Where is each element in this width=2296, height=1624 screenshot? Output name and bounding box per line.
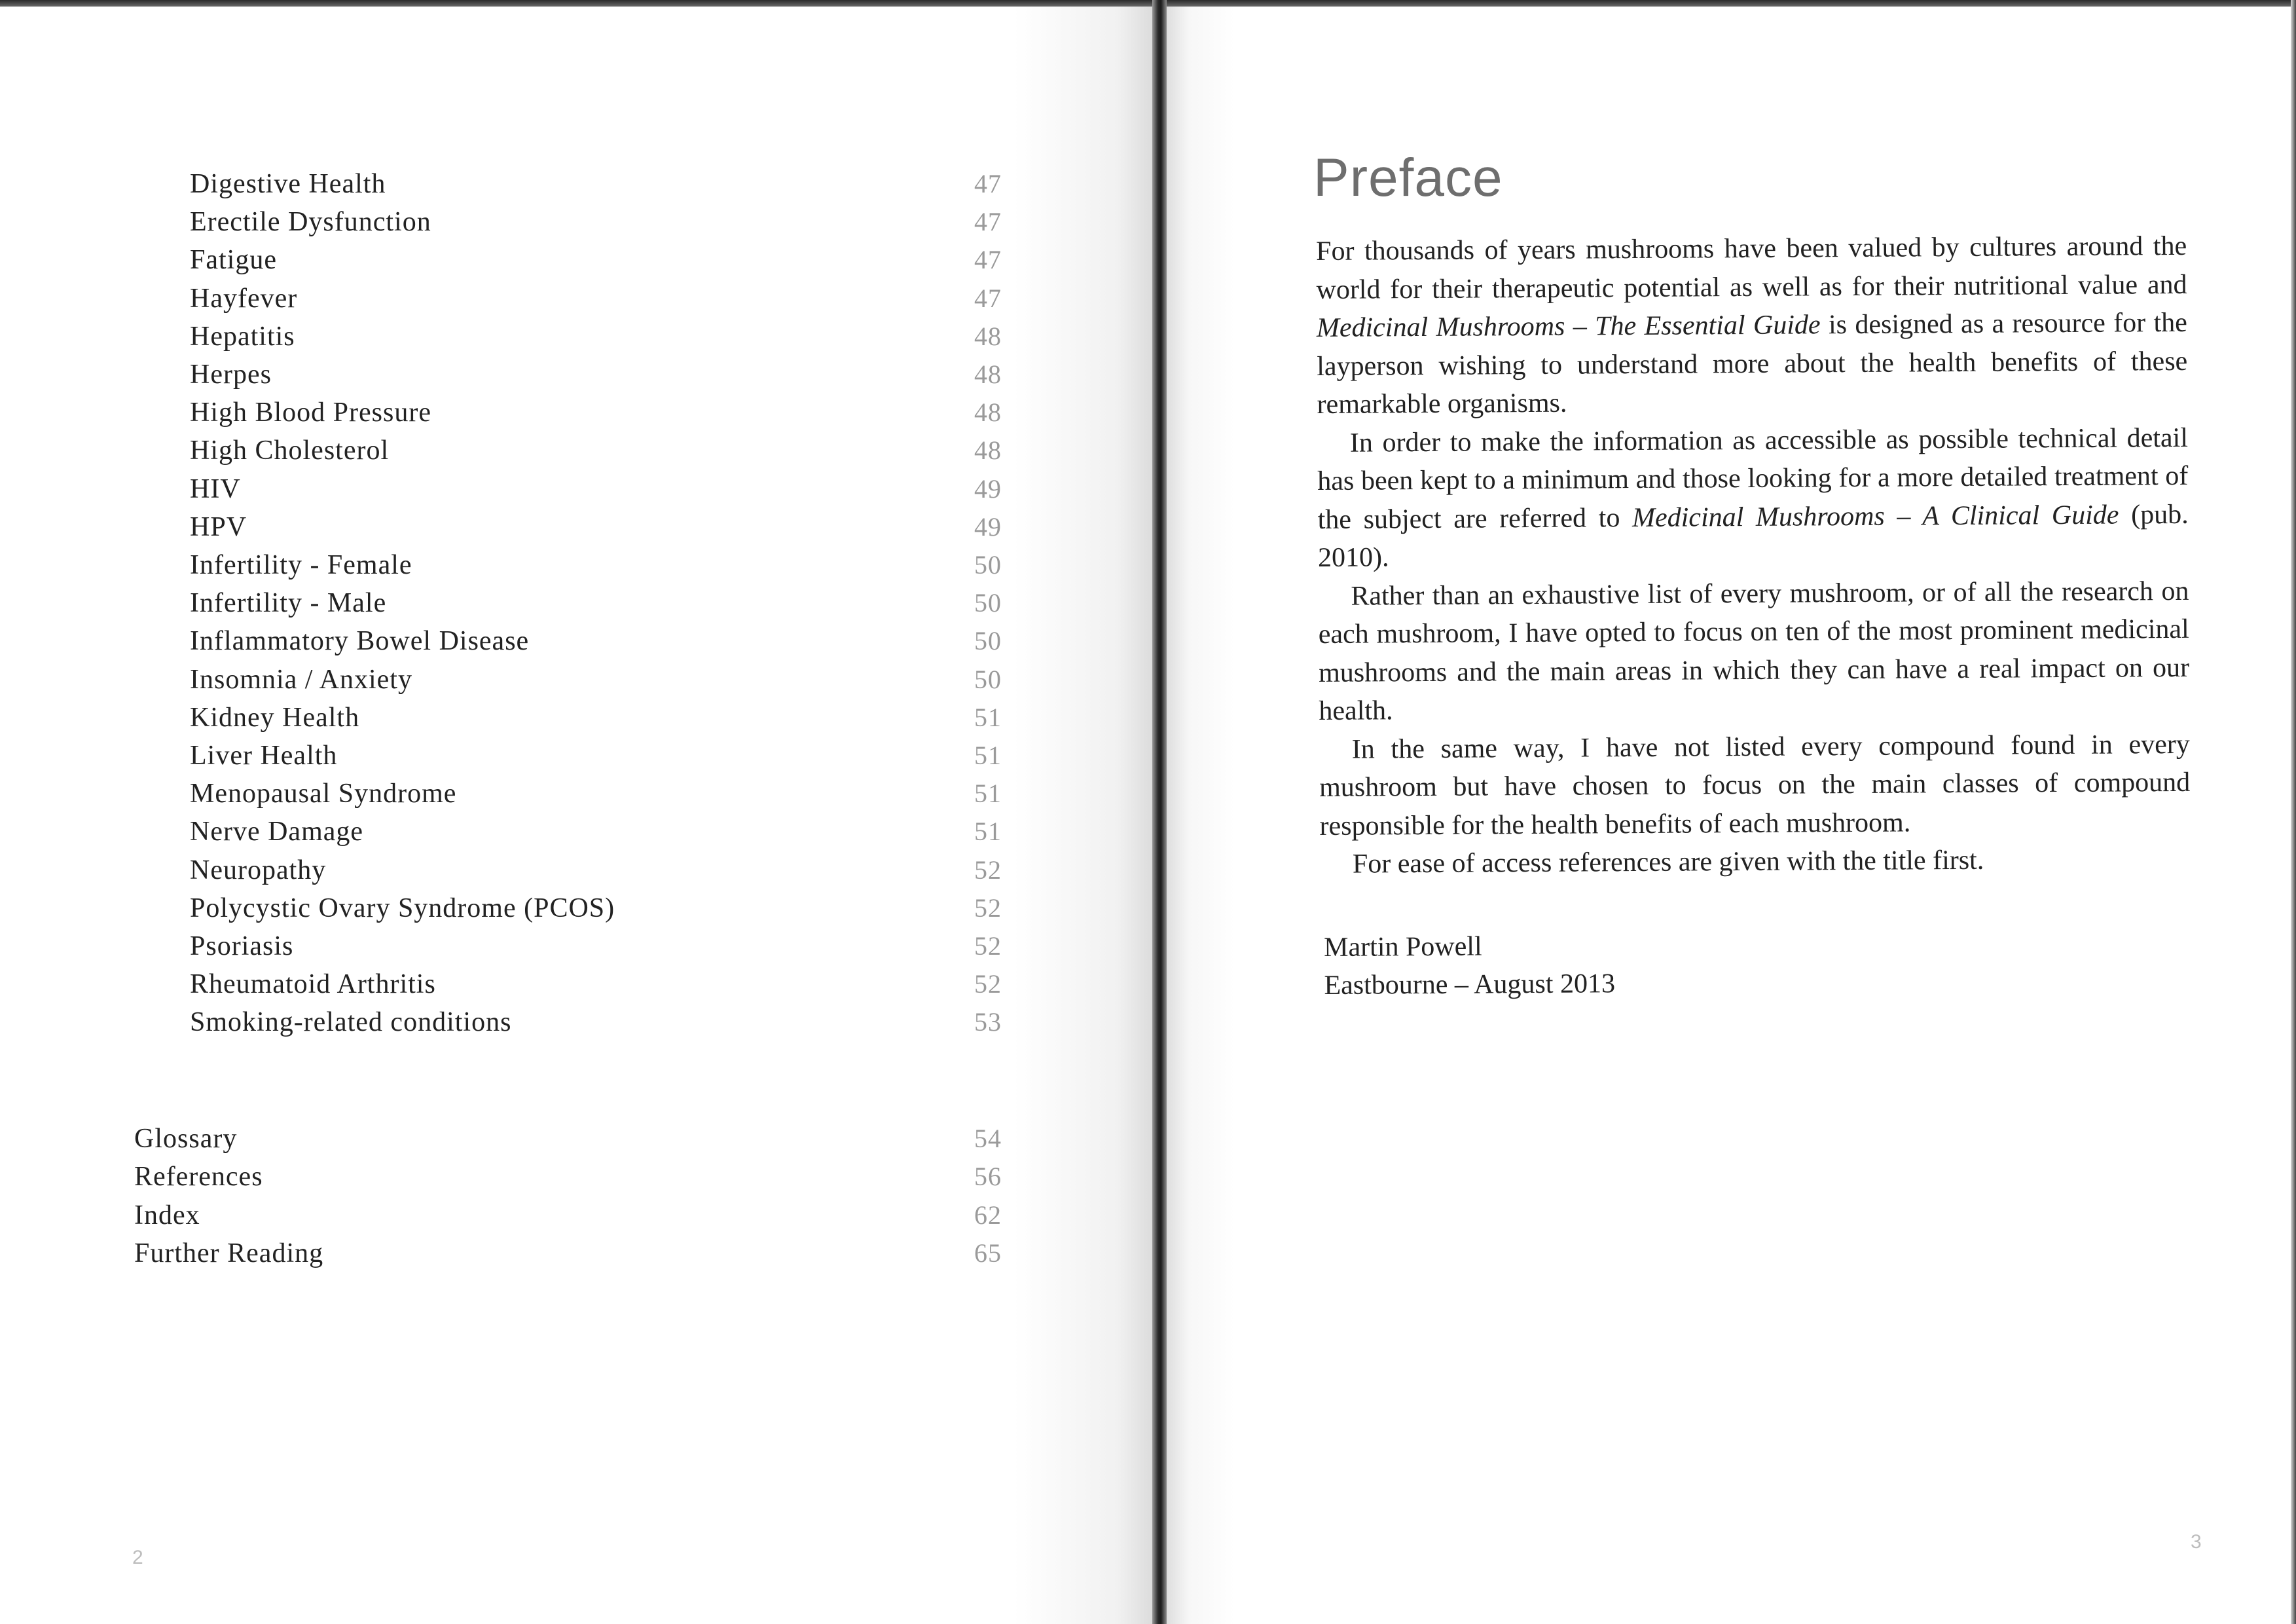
left-page (0, 7, 1152, 1624)
preface-title: Preface (1313, 148, 1503, 208)
toc-entry-page-number: 50 (974, 664, 1002, 694)
toc-sub-entry-row (190, 470, 1008, 508)
toc-entry-page-number: 62 (974, 1200, 1002, 1230)
toc-entry-page-number: 51 (974, 779, 1002, 809)
preface-paragraph-5: For ease of access references are given with the title first. (1352, 845, 1984, 879)
toc-sub-entry-row (190, 927, 1008, 965)
toc-entry-title: Nerve Damage (190, 817, 364, 847)
toc-sub-entry-row (190, 1003, 1008, 1041)
toc-entry-page-number: 53 (974, 1007, 1002, 1037)
toc-entry-title: Further Reading (134, 1238, 324, 1268)
toc-entry-page-number: 52 (974, 855, 1002, 885)
toc-entry-title: Index (134, 1200, 200, 1230)
toc-main-entry-row (134, 1196, 1008, 1234)
toc-sub-entry-row (190, 889, 1008, 927)
toc-entry-page-number: 47 (974, 283, 1002, 313)
toc-sub-entry-row (190, 241, 1008, 279)
toc-entry-title: Menopausal Syndrome (190, 779, 457, 809)
toc-entry-title: Rheumatoid Arthritis (190, 969, 436, 1000)
toc-entry-page-number: 47 (974, 245, 1002, 275)
preface-paragraph-1 (1316, 227, 2188, 424)
toc-entry-title: Neuropathy (190, 855, 327, 885)
toc-main-entry-row (134, 1120, 1008, 1158)
toc-sub-entry-row (190, 584, 1008, 622)
preface-paragraph-2 (1317, 418, 2189, 577)
left-page-number: 2 (132, 1547, 143, 1568)
toc-entry-page-number: 48 (974, 321, 1002, 351)
toc-sub-entry-row (190, 775, 1008, 813)
toc-entry-title: Psoriasis (190, 931, 294, 961)
toc-sub-entry-row (190, 813, 1008, 851)
toc-entry-title: Infertility - Female (190, 550, 412, 580)
toc-entry-title: Erectile Dysfunction (190, 207, 431, 238)
toc-entry-page-number: 47 (974, 207, 1002, 237)
toc-entry-page-number: 52 (974, 969, 1002, 999)
toc-entry-title: Polycystic Ovary Syndrome (PCOS) (190, 893, 615, 923)
toc-entry-title: Inflammatory Bowel Disease (190, 626, 530, 657)
toc-sub-entry-row (190, 318, 1008, 356)
toc-sub-entry-row (190, 280, 1008, 318)
toc-entry-page-number: 50 (974, 588, 1002, 618)
book-gutter (1152, 0, 1167, 1624)
scan-right-edge (2291, 0, 2296, 1624)
toc-entry-page-number: 48 (974, 397, 1002, 428)
preface-signature (1324, 927, 1615, 1005)
preface-text: (pub. 2010). (1317, 499, 2189, 573)
preface-text: In order to make the information as accessible as possible technical detail has been kept to a minimum and those looking for a more detailed treatment of the subject are referred to (1317, 422, 2189, 535)
toc-sub-entry-row (190, 737, 1008, 775)
toc-sub-entry-row (190, 661, 1008, 699)
toc-entry-title: Glossary (134, 1124, 238, 1154)
toc-entry-page-number: 49 (974, 511, 1002, 542)
place-date: Eastbourne – August 2013 (1324, 969, 1616, 1001)
toc-entry-title: Smoking-related conditions (190, 1007, 512, 1038)
book-title-italic: Medicinal Mushrooms – A Clinical Guide (1631, 500, 2119, 533)
toc-entry-page-number: 47 (974, 169, 1002, 198)
toc-entry-title: Hayfever (190, 283, 298, 314)
toc-sub-entry-row (190, 851, 1008, 889)
toc-entry-page-number: 51 (974, 702, 1002, 732)
toc-entry-title: Infertility - Male (190, 588, 387, 619)
toc-entry-title: High Blood Pressure (190, 397, 431, 428)
toc-entry-page-number: 52 (974, 893, 1002, 923)
preface-body (1316, 227, 2191, 884)
toc-sub-entry-row (190, 622, 1008, 660)
toc-entry-title: Liver Health (190, 741, 338, 771)
toc-sub-entry-row (190, 508, 1008, 546)
toc-sub-entry-row (190, 165, 1008, 203)
toc-sub-entry-row (190, 356, 1008, 394)
toc-entry-page-number: 54 (974, 1124, 1002, 1153)
toc-entry-title: Digestive Health (190, 169, 386, 199)
toc-sub-entry-row (190, 699, 1008, 737)
toc-sub-entry-row (190, 546, 1008, 584)
toc-entry-title: References (134, 1162, 263, 1192)
toc-entry-title: Herpes (190, 360, 272, 390)
toc-main-entry-row (134, 1158, 1008, 1196)
author-name: Martin Powell (1324, 931, 1482, 963)
toc-entry-title: Kidney Health (190, 702, 360, 733)
toc-entry-page-number: 56 (974, 1162, 1002, 1192)
toc-entry-title: Insomnia / Anxiety (190, 664, 412, 695)
preface-paragraph-4: In the same way, I have not listed every compound found in every mushroom but have chosen to focus on the main classes of compound responsible for the health benefits of each mushroom. (1319, 729, 2191, 841)
scan-top-edge (0, 0, 2296, 7)
toc-sub-entry-row (190, 394, 1008, 432)
toc-entry-page-number: 52 (974, 931, 1002, 961)
toc-entry-page-number: 48 (974, 360, 1002, 389)
toc-sub-entry-row (190, 432, 1008, 470)
toc-entry-title: HIV (190, 473, 241, 504)
book-title-italic: Medicinal Mushrooms – The Essential Guide (1316, 310, 1821, 343)
toc-entry-page-number: 49 (974, 473, 1002, 504)
preface-text: For thousands of years mushrooms have been valued by cultures around the world for their therapeutic potential as well as for their nutritional value and (1316, 231, 2187, 305)
right-page-number: 3 (2191, 1531, 2202, 1553)
toc-entry-title: High Cholesterol (190, 435, 390, 466)
toc-entry-page-number: 50 (974, 550, 1002, 580)
toc-entry-title: Fatigue (190, 245, 277, 276)
toc-entry-page-number: 50 (974, 626, 1002, 656)
toc-entry-title: HPV (190, 511, 247, 542)
toc-entry-page-number: 51 (974, 817, 1002, 847)
toc-entry-page-number: 51 (974, 741, 1002, 770)
preface-text: is designed as a resource for the layperson wishing to understand more about the health benefits of these remarkable organisms. (1317, 307, 2188, 420)
toc-entry-page-number: 48 (974, 435, 1002, 466)
toc-main-entry-row (134, 1234, 1008, 1272)
toc-entry-title: Hepatitis (190, 321, 295, 352)
toc-sub-entry-row (190, 203, 1008, 241)
toc-sub-entry-row (190, 965, 1008, 1003)
toc-entry-page-number: 65 (974, 1238, 1002, 1268)
preface-paragraph-3: Rather than an exhaustive list of every mushroom, or of all the research on each mushroom, I have opted to focus on ten of the most prominent medicinal mushrooms and the main areas in which they can have a real impact on our health. (1318, 576, 2190, 726)
